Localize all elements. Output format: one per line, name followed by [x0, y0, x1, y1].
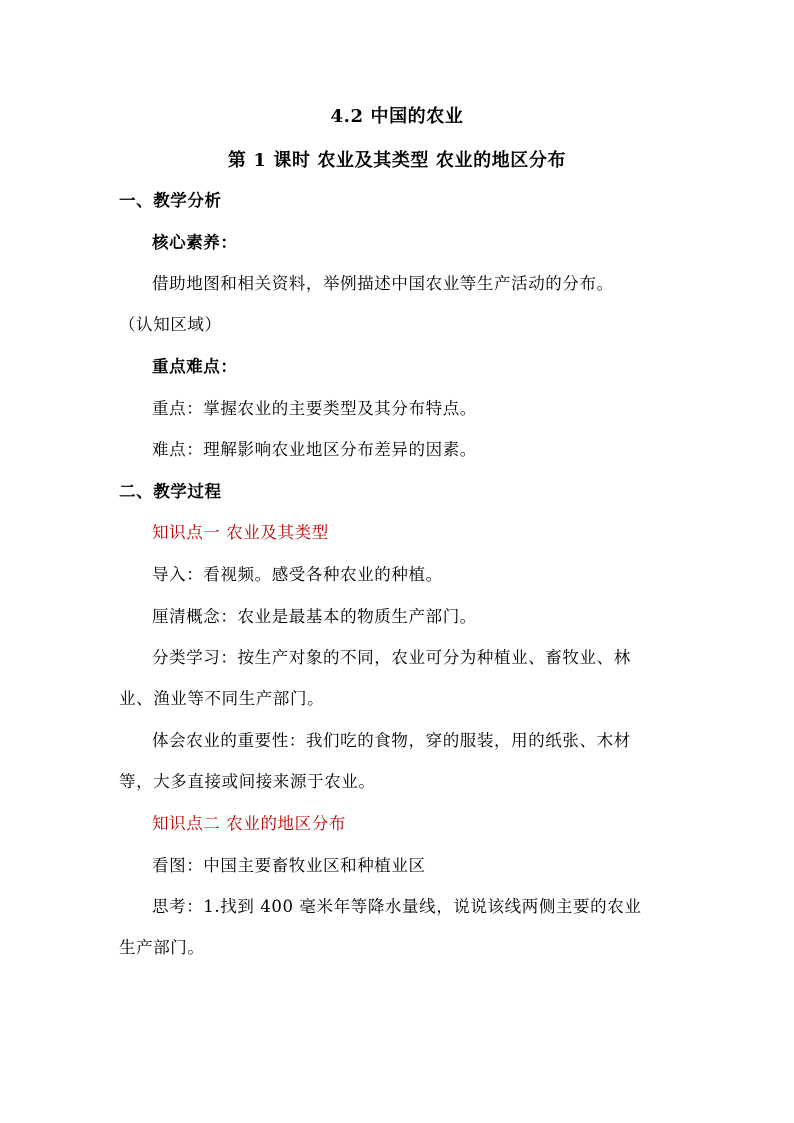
knowledge-point-1-heading: 知识点一 农业及其类型	[152, 523, 329, 542]
knowledge-point-2-heading: 知识点二 农业的地区分布	[152, 814, 346, 833]
think-question-text-cont: 生产部门。	[119, 938, 205, 957]
key-points-label: 重点难点：	[152, 357, 238, 376]
think-question-text: 思考：1.找到 400 毫米年等降水量线，说说该线两侧主要的农业	[152, 897, 642, 916]
classify-text-cont: 业、渔业等不同生产部门。	[119, 689, 325, 708]
core-literacy-text: 借助地图和相关资料，举例描述中国农业等生产活动的分布。	[152, 274, 614, 293]
document-subtitle: 第 1 课时 农业及其类型 农业的地区分布	[227, 150, 567, 171]
importance-text: 体会农业的重要性：我们吃的食物，穿的服装，用的纸张、木材	[152, 731, 631, 750]
look-map-text: 看图：中国主要畜牧业区和种植业区	[152, 856, 426, 875]
importance-text-cont: 等，大多直接或间接来源于农业。	[119, 772, 376, 791]
section-heading-teaching-analysis: 一、教学分析	[119, 191, 222, 210]
document-title: 4.2 中国的农业	[330, 106, 464, 127]
key-point-text: 重点：掌握农业的主要类型及其分布特点。	[152, 399, 477, 418]
classify-text: 分类学习：按生产对象的不同，农业可分为种植业、畜牧业、林	[152, 648, 631, 667]
core-literacy-label: 核心素养：	[152, 233, 238, 252]
core-literacy-text-cont: （认知区域）	[119, 315, 222, 334]
intro-text: 导入：看视频。感受各种农业的种植。	[152, 565, 443, 584]
section-heading-teaching-process: 二、教学过程	[119, 482, 222, 501]
difficult-point-text: 难点：理解影响农业地区分布差异的因素。	[152, 440, 477, 459]
concept-text: 厘清概念：农业是最基本的物质生产部门。	[152, 607, 477, 626]
